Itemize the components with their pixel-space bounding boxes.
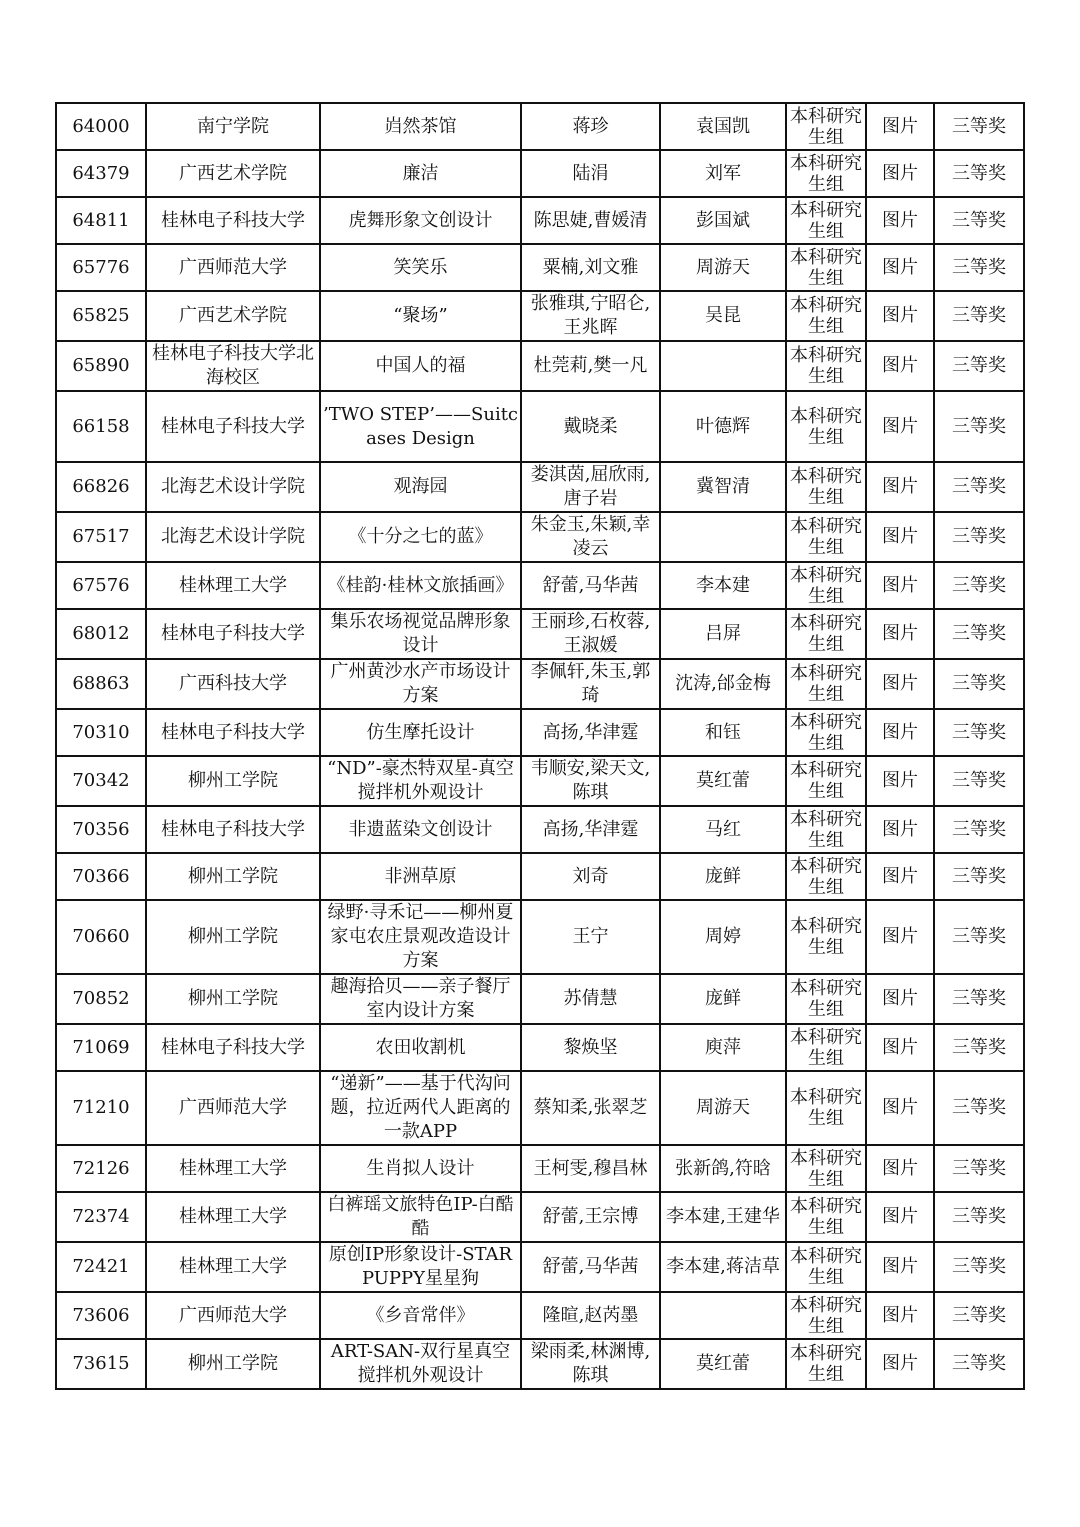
category-cell: 图片 [866,900,934,974]
group-cell: 本科研究生组 [786,197,866,244]
table-row [56,1192,1024,1242]
school-cell: 桂林理工大学 [146,1192,320,1242]
work-title-cell: 《桂韵·桂林文旅插画》 [320,562,521,609]
category-cell: 图片 [866,103,934,150]
category-cell: 图片 [866,391,934,462]
table-row [56,709,1024,756]
category-cell: 图片 [866,1071,934,1145]
work-title-cell: 绿野·寻禾记——柳州夏家屯农庄景观改造设计方案 [320,900,521,974]
award-cell: 三等奖 [934,341,1024,391]
work-title-cell: 笑笑乐 [320,244,521,291]
school-cell: 桂林电子科技大学 [146,197,320,244]
awards-table-body [56,103,1024,1389]
work-title-cell: “递新”——基于代沟问题，拉近两代人距离的一款APP [320,1071,521,1145]
entry-id-cell: 64379 [56,150,146,197]
category-cell: 图片 [866,150,934,197]
work-title-cell: 廉洁 [320,150,521,197]
authors-cell: 娄淇茵,屈欣雨,唐子岩 [521,462,660,512]
advisor-cell: 马红 [660,806,786,853]
school-cell: 广西师范大学 [146,1292,320,1339]
entry-id-cell: 70852 [56,974,146,1024]
category-cell: 图片 [866,659,934,709]
table-row [56,806,1024,853]
authors-cell: 舒蕾,马华茜 [521,1242,660,1292]
group-cell: 本科研究生组 [786,1292,866,1339]
advisor-cell: 莫红蕾 [660,1339,786,1389]
category-cell: 图片 [866,1292,934,1339]
group-cell: 本科研究生组 [786,974,866,1024]
group-cell: 本科研究生组 [786,291,866,341]
entry-id-cell: 64000 [56,103,146,150]
school-cell: 桂林电子科技大学 [146,391,320,462]
award-cell: 三等奖 [934,853,1024,900]
table-row [56,974,1024,1024]
category-cell: 图片 [866,291,934,341]
category-cell: 图片 [866,341,934,391]
group-cell: 本科研究生组 [786,853,866,900]
advisor-cell: 叶德辉 [660,391,786,462]
group-cell: 本科研究生组 [786,1145,866,1192]
advisor-cell: 庞鲜 [660,974,786,1024]
authors-cell: 梁雨柔,林渊博,陈琪 [521,1339,660,1389]
authors-cell: 韦顺安,梁天文,陈琪 [521,756,660,806]
table-row [56,1242,1024,1292]
entry-id-cell: 70660 [56,900,146,974]
category-cell: 图片 [866,1192,934,1242]
entry-id-cell: 65825 [56,291,146,341]
entry-id-cell: 73606 [56,1292,146,1339]
award-cell: 三等奖 [934,512,1024,562]
group-cell: 本科研究生组 [786,1339,866,1389]
work-title-cell: 《乡音常伴》 [320,1292,521,1339]
group-cell: 本科研究生组 [786,462,866,512]
advisor-cell: 袁国凯 [660,103,786,150]
school-cell: 柳州工学院 [146,900,320,974]
award-cell: 三等奖 [934,291,1024,341]
award-cell: 三等奖 [934,1242,1024,1292]
entry-id-cell: 65890 [56,341,146,391]
group-cell: 本科研究生组 [786,1024,866,1071]
school-cell: 桂林电子科技大学 [146,609,320,659]
table-row [56,756,1024,806]
table-row [56,197,1024,244]
advisor-cell: 吕屏 [660,609,786,659]
work-title-cell: 生肖拟人设计 [320,1145,521,1192]
table-row [56,291,1024,341]
authors-cell: 戴晓柔 [521,391,660,462]
authors-cell: 高扬,华津霆 [521,709,660,756]
authors-cell: 蒋珍 [521,103,660,150]
advisor-cell: 周游天 [660,244,786,291]
school-cell: 柳州工学院 [146,974,320,1024]
table-row [56,609,1024,659]
work-title-cell: 仿生摩托设计 [320,709,521,756]
entry-id-cell: 70342 [56,756,146,806]
authors-cell: 王丽珍,石枚蓉,王淑媛 [521,609,660,659]
work-title-cell: 观海园 [320,462,521,512]
entry-id-cell: 73615 [56,1339,146,1389]
category-cell: 图片 [866,244,934,291]
authors-cell: 舒蕾,马华茜 [521,562,660,609]
authors-cell: 朱金玉,朱颖,幸凌云 [521,512,660,562]
work-title-cell: 岿然茶馆 [320,103,521,150]
award-cell: 三等奖 [934,103,1024,150]
category-cell: 图片 [866,1242,934,1292]
work-title-cell: 白裤瑶文旅特色IP-白酷酷 [320,1192,521,1242]
work-title-cell: 虎舞形象文创设计 [320,197,521,244]
authors-cell: 杜莞莉,樊一凡 [521,341,660,391]
entry-id-cell: 70310 [56,709,146,756]
award-cell: 三等奖 [934,1024,1024,1071]
advisor-cell: 和钰 [660,709,786,756]
group-cell: 本科研究生组 [786,562,866,609]
category-cell: 图片 [866,1024,934,1071]
award-cell: 三等奖 [934,1192,1024,1242]
category-cell: 图片 [866,756,934,806]
advisor-cell: 沈涛,邰金梅 [660,659,786,709]
authors-cell: 隆暄,赵芮墨 [521,1292,660,1339]
school-cell: 桂林电子科技大学 [146,709,320,756]
advisor-cell: 刘军 [660,150,786,197]
work-title-cell: ’TWO STEP’——Suitcases Design [320,391,521,462]
advisor-cell: 李本建,蒋洁草 [660,1242,786,1292]
advisor-cell: 庾萍 [660,1024,786,1071]
award-cell: 三等奖 [934,659,1024,709]
entry-id-cell: 66826 [56,462,146,512]
school-cell: 桂林理工大学 [146,1242,320,1292]
work-title-cell: 非洲草原 [320,853,521,900]
table-row [56,512,1024,562]
authors-cell: 陆涓 [521,150,660,197]
authors-cell: 李佩轩,朱玉,郭琦 [521,659,660,709]
award-cell: 三等奖 [934,462,1024,512]
school-cell: 北海艺术设计学院 [146,512,320,562]
advisor-cell: 张新鸽,符晗 [660,1145,786,1192]
award-cell: 三等奖 [934,150,1024,197]
school-cell: 广西科技大学 [146,659,320,709]
awards-table [55,102,1025,1390]
work-title-cell: 广州黄沙水产市场设计方案 [320,659,521,709]
entry-id-cell: 66158 [56,391,146,462]
advisor-cell: 庞鲜 [660,853,786,900]
advisor-cell: 彭国斌 [660,197,786,244]
entry-id-cell: 67517 [56,512,146,562]
authors-cell: 苏倩慧 [521,974,660,1024]
school-cell: 南宁学院 [146,103,320,150]
table-row [56,1339,1024,1389]
group-cell: 本科研究生组 [786,1071,866,1145]
advisor-cell: 李本建,王建华 [660,1192,786,1242]
entry-id-cell: 70366 [56,853,146,900]
entry-id-cell: 64811 [56,197,146,244]
award-cell: 三等奖 [934,1292,1024,1339]
group-cell: 本科研究生组 [786,659,866,709]
group-cell: 本科研究生组 [786,103,866,150]
advisor-cell: 吴昆 [660,291,786,341]
work-title-cell: 原创IP形象设计-STARPUPPY星星狗 [320,1242,521,1292]
entry-id-cell: 72421 [56,1242,146,1292]
category-cell: 图片 [866,974,934,1024]
work-title-cell: 集乐农场视觉品牌形象设计 [320,609,521,659]
table-row [56,659,1024,709]
group-cell: 本科研究生组 [786,756,866,806]
school-cell: 柳州工学院 [146,756,320,806]
advisor-cell: 冀智清 [660,462,786,512]
table-row [56,1071,1024,1145]
advisor-cell [660,1292,786,1339]
award-cell: 三等奖 [934,197,1024,244]
group-cell: 本科研究生组 [786,1242,866,1292]
authors-cell: 王宁 [521,900,660,974]
work-title-cell: 农田收割机 [320,1024,521,1071]
category-cell: 图片 [866,1145,934,1192]
work-title-cell: “ND”-豪杰特双星-真空搅拌机外观设计 [320,756,521,806]
entry-id-cell: 71210 [56,1071,146,1145]
award-cell: 三等奖 [934,1145,1024,1192]
entry-id-cell: 72374 [56,1192,146,1242]
school-cell: 桂林理工大学 [146,562,320,609]
category-cell: 图片 [866,609,934,659]
advisor-cell: 周婷 [660,900,786,974]
table-row [56,244,1024,291]
category-cell: 图片 [866,512,934,562]
advisor-cell: 周游天 [660,1071,786,1145]
award-cell: 三等奖 [934,391,1024,462]
category-cell: 图片 [866,562,934,609]
authors-cell: 陈思婕,曹媛清 [521,197,660,244]
table-row [56,1024,1024,1071]
category-cell: 图片 [866,853,934,900]
award-cell: 三等奖 [934,756,1024,806]
category-cell: 图片 [866,1339,934,1389]
table-row [56,391,1024,462]
table-row [56,562,1024,609]
table-row [56,150,1024,197]
school-cell: 桂林电子科技大学 [146,1024,320,1071]
work-title-cell: 《十分之七的蓝》 [320,512,521,562]
table-row [56,341,1024,391]
award-cell: 三等奖 [934,900,1024,974]
table-row [56,900,1024,974]
entry-id-cell: 68863 [56,659,146,709]
school-cell: 桂林理工大学 [146,1145,320,1192]
school-cell: 北海艺术设计学院 [146,462,320,512]
table-row [56,462,1024,512]
group-cell: 本科研究生组 [786,341,866,391]
work-title-cell: ART-SAN-双行星真空搅拌机外观设计 [320,1339,521,1389]
advisor-cell [660,512,786,562]
group-cell: 本科研究生组 [786,900,866,974]
award-cell: 三等奖 [934,974,1024,1024]
entry-id-cell: 67576 [56,562,146,609]
authors-cell: 黎焕坚 [521,1024,660,1071]
work-title-cell: 趣海拾贝——亲子餐厅室内设计方案 [320,974,521,1024]
school-cell: 广西艺术学院 [146,150,320,197]
school-cell: 广西师范大学 [146,244,320,291]
table-row [56,1145,1024,1192]
group-cell: 本科研究生组 [786,150,866,197]
entry-id-cell: 71069 [56,1024,146,1071]
school-cell: 柳州工学院 [146,853,320,900]
table-row [56,1292,1024,1339]
award-cell: 三等奖 [934,609,1024,659]
group-cell: 本科研究生组 [786,609,866,659]
award-cell: 三等奖 [934,709,1024,756]
work-title-cell: 非遗蓝染文创设计 [320,806,521,853]
group-cell: 本科研究生组 [786,806,866,853]
category-cell: 图片 [866,806,934,853]
school-cell: 柳州工学院 [146,1339,320,1389]
work-title-cell: “聚场” [320,291,521,341]
authors-cell: 王柯雯,穆昌林 [521,1145,660,1192]
award-cell: 三等奖 [934,244,1024,291]
authors-cell: 张雅琪,宁昭仑,王兆晖 [521,291,660,341]
school-cell: 广西师范大学 [146,1071,320,1145]
advisor-cell: 莫红蕾 [660,756,786,806]
award-cell: 三等奖 [934,1339,1024,1389]
authors-cell: 高扬,华津霆 [521,806,660,853]
entry-id-cell: 65776 [56,244,146,291]
authors-cell: 蔡知柔,张翠芝 [521,1071,660,1145]
entry-id-cell: 70356 [56,806,146,853]
category-cell: 图片 [866,709,934,756]
category-cell: 图片 [866,197,934,244]
entry-id-cell: 68012 [56,609,146,659]
group-cell: 本科研究生组 [786,512,866,562]
group-cell: 本科研究生组 [786,244,866,291]
award-cell: 三等奖 [934,806,1024,853]
entry-id-cell: 72126 [56,1145,146,1192]
work-title-cell: 中国人的福 [320,341,521,391]
group-cell: 本科研究生组 [786,1192,866,1242]
award-cell: 三等奖 [934,1071,1024,1145]
group-cell: 本科研究生组 [786,391,866,462]
group-cell: 本科研究生组 [786,709,866,756]
school-cell: 广西艺术学院 [146,291,320,341]
award-cell: 三等奖 [934,562,1024,609]
authors-cell: 舒蕾,王宗博 [521,1192,660,1242]
table-row [56,103,1024,150]
school-cell: 桂林电子科技大学北海校区 [146,341,320,391]
category-cell: 图片 [866,462,934,512]
authors-cell: 刘奇 [521,853,660,900]
school-cell: 桂林电子科技大学 [146,806,320,853]
authors-cell: 粟楠,刘文雅 [521,244,660,291]
advisor-cell: 李本建 [660,562,786,609]
advisor-cell [660,341,786,391]
table-row [56,853,1024,900]
